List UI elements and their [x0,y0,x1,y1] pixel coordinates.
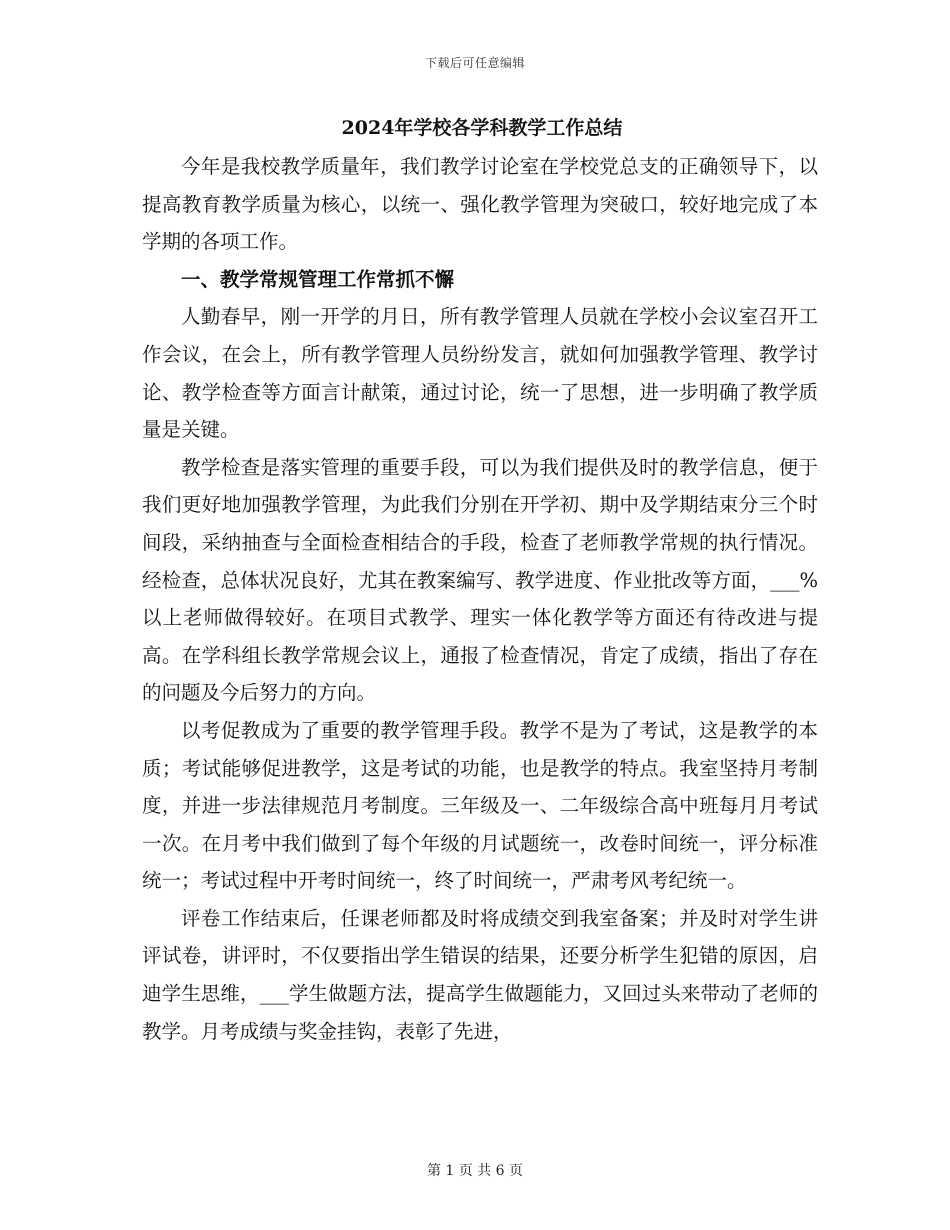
body-paragraph: 以考促教成为了重要的教学管理手段。教学不是为了考试，这是教学的本质；考试能够促进教学，这是考试的功能，也是教学的特点。我室坚持月考制度，并进一步法律规范月考制度。三年级及一、二年级综合高中班每月月考试一次。在月考中我们做到了每个年级的月试题统一，改卷时间统一，评分标准统一；考试过程中开考时间统一，终了时间统一，严肃考风考纪统一。 [142,718,818,893]
body-paragraph: 人勤春早，刚一开学的月日，所有教学管理人员就在学校小会议室召开工作会议，在会上，所有教学管理人员纷纷发言，就如何加强教学管理、教学讨论、教学检查等方面言计献策，通过讨论，统一了思想，进一步明确了教学质量是关键。 [142,305,818,442]
document-body [142,112,818,1050]
section-heading: 一、教学常规管理工作常抓不懈 [181,267,455,291]
header-note: 下载后可任意编辑 [424,56,525,70]
document-title: 2024年学校各学科教学工作总结 [341,117,623,139]
intro-paragraph: 今年是我校教学质量年，我们教学讨论室在学校党总支的正确领导下，以提高教育教学质量为核心，以统一、强化教学管理为突破口，较好地完成了本学期的各项工作。 [142,155,818,254]
body-paragraph: 教学检查是落实管理的重要手段，可以为我们提供及时的教学信息，便于我们更好地加强教学管理，为此我们分别在开学初、期中及学期结束分三个时间段，采纳抽查与全面检查相结合的手段，检查了老师教学常规的执行情况。经检查，总体状况良好，尤其在教案编写、教学进度、作业批改等方面，___%以上老师做得较好。在项目式教学、理实一体化教学等方面还有待改进与提高。在学科组长教学常规会议上，通报了检查情况，肯定了成绩，指出了存在的问题及今后努力的方向。 [142,455,818,705]
body-paragraph: 评卷工作结束后，任课老师都及时将成绩交到我室备案；并及时对学生讲评试卷，讲评时，不仅要指出学生错误的结果，还要分析学生犯错的原因，启迪学生思维，___学生做题方法，提高学生做题能力，又回过头来带动了老师的教学。月考成绩与奖金挂钩，表彰了先进， [142,906,818,1043]
page-footer: 第 1 页 共 6 页 [426,1163,524,1179]
